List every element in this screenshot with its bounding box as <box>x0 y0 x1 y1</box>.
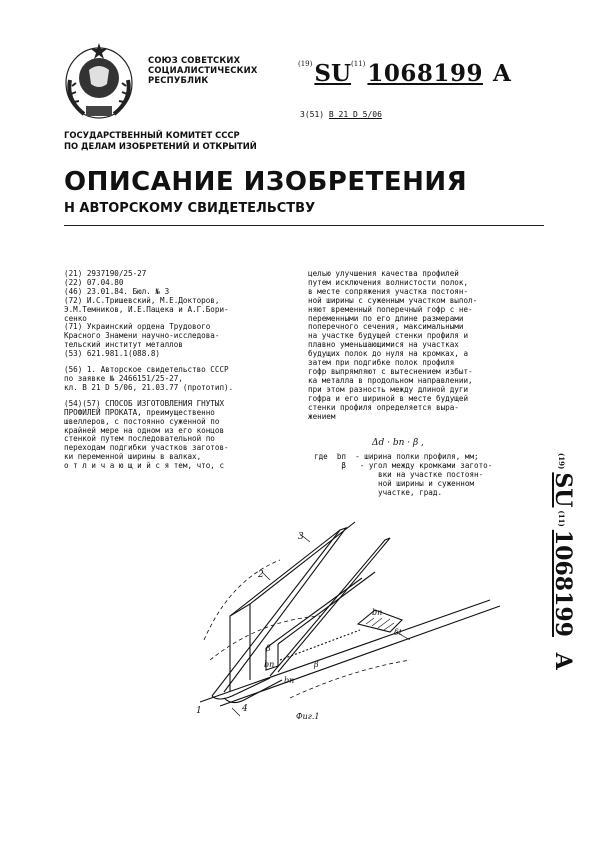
committee-line: ГОСУДАРСТВЕННЫЙ КОМИТЕТ СССР <box>64 130 240 140</box>
claim-line: затем при подгибке полок профиля <box>308 358 455 368</box>
patent-kind: A <box>550 652 576 670</box>
figure-caption: Фиг.1 <box>296 712 320 721</box>
document-title: ОПИСАНИЕ ИЗОБРЕТЕНИЯ <box>64 167 468 197</box>
patent-kind: A <box>492 60 511 87</box>
definition-line: β - угол между кромками загото- <box>314 461 493 470</box>
abstract-line: ки переменной ширины в валках, <box>64 452 202 462</box>
figure-label: 1 <box>196 706 202 716</box>
ussr-emblem-icon <box>60 40 138 122</box>
figure-label: β <box>266 644 271 653</box>
biblio-line: (46) 23.01.84. Бюл. № 3 <box>64 286 170 296</box>
inid-code-11: (11) <box>557 510 567 527</box>
union-name-line: СОЦИАЛИСТИЧЕСКИХ <box>148 65 258 75</box>
inid-code-11: (11) <box>351 60 366 68</box>
figure-label: 2 <box>258 570 264 580</box>
figure-label: bп <box>264 660 275 669</box>
abstract-line: крайней мере на одном из его концов <box>64 425 225 435</box>
biblio-line: Красного Знамени научно-исследова- <box>64 331 220 341</box>
figure-label: bп <box>372 608 383 617</box>
claim-line: жением <box>308 411 336 421</box>
claim-line: гофр выпрямляют с вытеснением избыт- <box>308 366 473 376</box>
biblio-line: тельский институт металлов <box>64 340 183 350</box>
committee-name <box>64 130 257 152</box>
ipc-classification <box>300 110 382 119</box>
abstract-line: о т л и ч а ю щ и й с я тем, что, с <box>64 461 225 471</box>
formula: Δd · bп · β , <box>372 438 424 448</box>
biblio-line: (22) 07.04.80 <box>64 277 124 287</box>
claim-line: путем исключения волнистости полок, <box>308 277 469 287</box>
claim-line: няют временный поперечный гофр с не- <box>308 304 473 314</box>
patent-number: 1068199 <box>367 60 483 87</box>
definition-line: ной ширины и суженном <box>314 479 475 488</box>
bibliographic-data <box>64 270 296 471</box>
figure-label: 3 <box>298 532 304 542</box>
biblio-line: (53) 621.981.1(088.8) <box>64 349 161 359</box>
figure-label: δt <box>394 628 403 637</box>
abstract-line: переходам подгибки участков заготов- <box>64 443 229 453</box>
definition-line: где bп - ширина полки профиля, мм; <box>314 452 479 461</box>
inid-code-19: (19) <box>298 60 313 68</box>
abstract-line: стенкой путем последовательной по <box>64 434 215 444</box>
claim-line: ка металла в продольном направлении, <box>308 375 473 385</box>
ipc-value: В 21 D 5/06 <box>328 110 382 119</box>
union-name <box>148 55 258 85</box>
claim-line: на участке будущей стенки профиля и <box>308 331 469 341</box>
union-name-line: РЕСПУБЛИК <box>148 75 209 85</box>
claim-line: целью улучшения качества профилей <box>308 269 459 278</box>
figure-label: 4 <box>242 704 248 714</box>
claim-line: будущих полок до нуля на кромках, а <box>308 349 469 359</box>
figure-label: β <box>314 660 319 669</box>
reference-line: (56) 1. Авторское свидетельство СССР <box>64 365 229 375</box>
reference-line: по заявке № 2466151/25-27, <box>64 373 183 383</box>
country-code: SU <box>314 60 352 87</box>
definition-line: участке, град. <box>314 488 443 497</box>
claim-line: поперечного сечения, максимальными <box>308 322 464 332</box>
biblio-line: Э.М.Темников, И.Е.Пацека и А.Г.Бори- <box>64 304 229 314</box>
abstract-line: швеллеров, с постоянно суженной по <box>64 416 220 426</box>
vertical-patent-number <box>548 450 588 700</box>
definition-line: вки на участке постоян- <box>314 470 484 479</box>
reference-line: кл. В 21 D 5/06, 21.03.77 (прототип). <box>64 382 234 392</box>
abstract-line: ПРОФИЛЕЙ ПРОКАТА, преимущественно <box>64 407 215 417</box>
claim-line: плавно уменьшающимися на участках <box>308 340 459 350</box>
profile-figure <box>170 520 530 730</box>
header-divider <box>64 225 544 226</box>
country-code: SU <box>550 472 576 508</box>
committee-line: ПО ДЕЛАМ ИЗОБРЕТЕНИЙ И ОТКРЫТИЙ <box>64 141 257 151</box>
patent-number: 1068199 <box>550 529 576 637</box>
inid-code-19: (19) <box>557 453 567 470</box>
biblio-line: (21) 2937190/25-27 <box>64 269 147 278</box>
biblio-line: сенко <box>64 313 87 323</box>
claim-line: при этом разность между длиной дуги <box>308 384 469 394</box>
variable-definitions <box>314 452 554 497</box>
biblio-line: (72) И.С.Тришевский, М.Е.Докторов, <box>64 295 220 305</box>
claim-line: гофра и его шириной в месте будущей <box>308 393 469 403</box>
document-subtitle: Н АВТОРСКОМУ СВИДЕТЕЛЬСТВУ <box>64 201 316 216</box>
ipc-code: 3(51) <box>300 110 325 119</box>
abstract-line: (54)(57) СПОСОБ ИЗГОТОВЛЕНИЯ ГНУТЫХ <box>64 398 225 408</box>
figure-label: bп <box>284 676 295 685</box>
claim-line: стенки профиля определяется выра- <box>308 402 459 412</box>
claim-line: ной ширины с суженным участком выпол- <box>308 295 478 305</box>
patent-number-block <box>298 60 511 88</box>
claim-line: в месте сопряжения участка постоян- <box>308 286 469 296</box>
biblio-line: (71) Украинский ордена Трудового <box>64 322 211 332</box>
union-name-line: СОЮЗ СОВЕТСКИХ <box>148 55 241 65</box>
claim-continuation <box>308 270 548 421</box>
claim-line: переменными по его длине размерами <box>308 313 464 323</box>
